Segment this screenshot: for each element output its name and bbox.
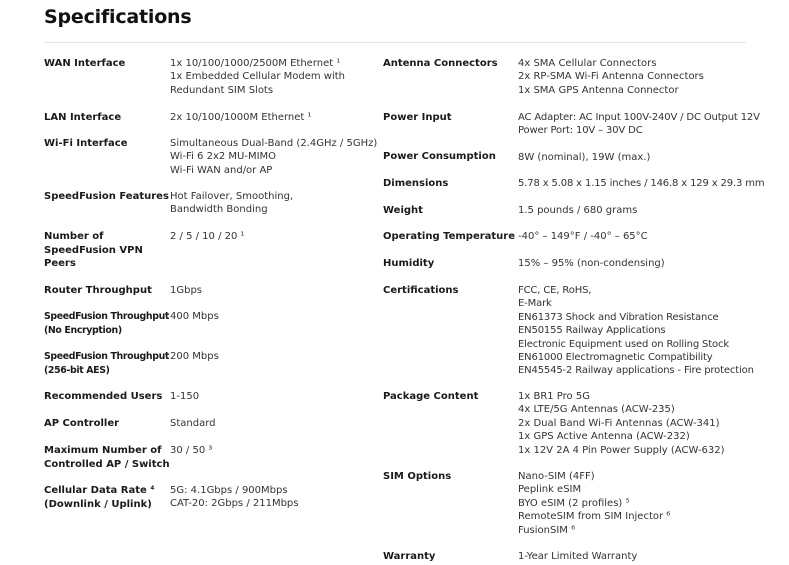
spec-value: 30 / 50 ³ [170,445,213,456]
spec-value: 200 Mbps [170,351,219,362]
spec-label: Cellular Data Rate ⁴ (Downlink / Uplink) [44,485,155,510]
spec-label: Dimensions [383,178,449,189]
spec-label: Power Consumption [383,151,496,162]
spec-value: AC Adapter: AC Input 100V-240V / DC Output 12V Power Port: 10V – 30V DC [518,112,760,137]
spec-label: Antenna Connectors [383,58,498,69]
page-title: Specifications [44,6,192,28]
spec-value: 5.78 x 5.08 x 1.15 inches / 146.8 x 129 x 29.3 mm [518,178,765,189]
spec-value: 8W (nominal), 19W (max.) [518,152,651,163]
spec-label: Weight [383,205,423,216]
spec-label: Wi-Fi Interface [44,138,128,149]
spec-value: 1Gbps [170,285,203,296]
spec-label: WAN Interface [44,58,126,69]
spec-value: Nano-SIM (4FF) Peplink eSIM BYO eSIM (2 profiles) ⁵ RemoteSIM from SIM Injector ⁶ FusionSIM ⁶ [518,471,671,536]
spec-label: SpeedFusion Features [44,191,169,202]
spec-value: 1.5 pounds / 680 grams [518,205,638,216]
spec-value: Standard [170,418,216,429]
spec-label: SpeedFusion Throughput (No Encryption) [44,311,170,336]
spec-label: LAN Interface [44,112,122,123]
spec-value: 5G: 4.1Gbps / 900Mbps CAT-20: 2Gbps / 211Mbps [170,485,299,510]
spec-value: FCC, CE, RoHS, E-Mark EN61373 Shock and Vibration Resistance EN50155 Railway Applications Electronic Equipment used on Rolling Stock EN61000 Electromagnetic Compatibility EN45545-2 Railway applications - Fire protection [518,285,754,377]
spec-label: Power Input [383,112,452,123]
spec-label: Humidity [383,258,435,269]
spec-label: Operating Temperature [383,231,516,242]
spec-value: Simultaneous Dual-Band (2.4GHz / 5GHz) Wi-Fi 6 2x2 MU-MIMO Wi-Fi WAN and/or AP [170,138,378,176]
spec-label: Warranty [383,551,436,562]
spec-value: Hot Failover, Smoothing, Bandwidth Bonding [170,191,294,216]
spec-value: 2x 10/100/1000M Ethernet ¹ [170,112,312,123]
spec-value: -40° – 149°F / -40° – 65°C [518,231,648,242]
spec-value: 4x SMA Cellular Connectors 2x RP-SMA Wi-Fi Antenna Connectors 1x SMA GPS Antenna Connector [518,58,704,96]
spec-value: 1-Year Limited Warranty [518,551,638,562]
title-divider [44,42,746,43]
spec-label: Router Throughput [44,285,152,296]
spec-value: 15% – 95% (non-condensing) [518,258,665,269]
spec-label: Package Content [383,391,479,402]
spec-label: SpeedFusion Throughput (256-bit AES) [44,351,170,376]
spec-label: SIM Options [383,471,452,482]
spec-value: 1x BR1 Pro 5G 4x LTE/5G Antennas (ACW-235) 2x Dual Band Wi-Fi Antennas (ACW-341) 1x GPS Active Antenna (ACW-232) 1x 12V 2A 4 Pin Power Supply (ACW-632) [518,391,725,456]
spec-label: Number of SpeedFusion VPN Peers [44,231,143,269]
spec-value: 2 / 5 / 10 / 20 ¹ [170,231,245,242]
spec-value: 1-150 [170,391,200,402]
spec-label: AP Controller [44,418,120,429]
spec-label: Recommended Users [44,391,163,402]
spec-value: 400 Mbps [170,311,219,322]
spec-label: Maximum Number of Controlled AP / Switch [44,445,170,470]
spec-label: Certifications [383,285,459,296]
spec-value: 1x 10/100/1000/2500M Ethernet ¹ 1x Embedded Cellular Modem with Redundant SIM Slots [170,58,345,96]
